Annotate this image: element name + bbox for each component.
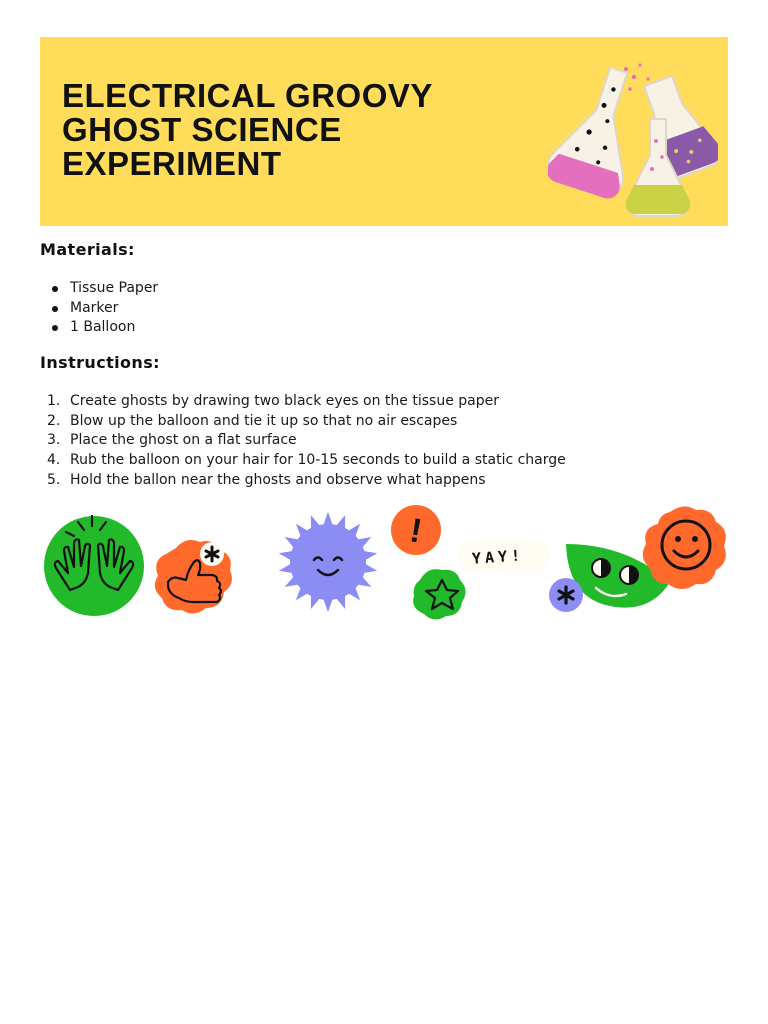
step-text: Create ghosts by drawing two black eyes on the tissue paper: [70, 393, 499, 409]
asterisk-sticker: [200, 542, 224, 566]
step-number: 1.: [47, 393, 61, 409]
materials-list: [40, 279, 158, 338]
list-item: [40, 431, 566, 451]
instructions-list: [40, 392, 566, 491]
flasks-illustration: [548, 57, 718, 222]
stickers-row: [40, 500, 730, 625]
step-number: 5.: [47, 471, 61, 488]
step-number: 4.: [47, 452, 61, 469]
step-text: Hold the ballon near the ghosts and observe what happens: [70, 471, 486, 488]
star-sticker: [413, 569, 465, 619]
instructions-heading: Instructions:: [40, 353, 160, 372]
exclamation-icon: !: [406, 511, 425, 551]
step-text: Rub the balloon on your hair for 10-15 seconds to build a static charge: [70, 452, 566, 469]
list-item: 1 Balloon: [40, 318, 158, 338]
list-item: [40, 412, 566, 432]
step-number: 3.: [47, 432, 61, 449]
asterisk-circle-sticker: [549, 578, 583, 612]
list-item: [40, 471, 566, 491]
yay-sticker: [458, 540, 550, 572]
smiley-sticker: [643, 506, 726, 589]
page-title: ELECTRICAL GROOVY GHOST SCIENCE EXPERIMENT: [62, 77, 433, 182]
header-banner: [40, 37, 728, 226]
yay-text: YAY!: [471, 546, 525, 568]
list-item: Marker: [40, 299, 158, 319]
list-item: Tissue Paper: [40, 279, 158, 299]
materials-heading: Materials:: [40, 240, 135, 259]
step-number: 2.: [47, 412, 61, 429]
step-text: Place the ghost on a flat surface: [70, 432, 297, 449]
step-text: Blow up the balloon and tie it up so that no air escapes: [70, 412, 458, 429]
exclamation-sticker: [391, 505, 441, 555]
smiling-sun-sticker: [279, 512, 377, 612]
clapping-hands-sticker: [44, 516, 144, 616]
list-item: [40, 451, 566, 471]
list-item: [40, 392, 566, 412]
